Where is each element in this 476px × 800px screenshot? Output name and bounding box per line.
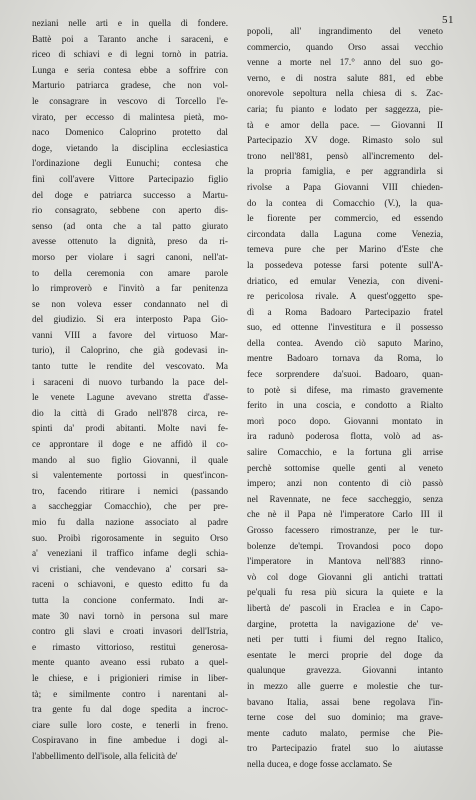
text-line: virato, per eccesso di malintesa pietà, mo-: [32, 111, 228, 122]
text-line: del doge e patriarca successo a Martu-: [32, 189, 228, 200]
text-line: in mezzo alle guerre e molestie che tur-: [247, 680, 443, 691]
text-line: neti per tutti i fiumi del regno Italico,: [247, 634, 443, 645]
text-line: dì a Roma Badoaro Partecipazio fratel: [247, 306, 443, 317]
text-line: neziani nelle arti e in quella di fondere.: [32, 18, 228, 28]
text-line: finì coll'avere Vittore Partecipazio figlio: [32, 173, 228, 184]
text-line: doge, vietando la disciplina ecclesiastica: [32, 142, 228, 153]
text-line: Marturio patriarca gradese, che non vol-: [32, 80, 228, 91]
text-line: re pericolosa rivale. A quest'oggetto spe-: [247, 291, 443, 302]
text-line: libertà de' pascoli in Eraclea e in Capo-: [247, 602, 443, 613]
left-column: [32, 16, 228, 765]
text-line: l'imperatore in Mantova nell'883 rinno-: [247, 556, 443, 567]
text-line: e rimasto vittorioso, restituì generosa-: [32, 641, 228, 652]
text-line: avesse ottenuto la dignità, preso da ri-: [32, 236, 228, 247]
text-line: Lunga e seria contesa ebbe a soffrire con: [32, 64, 228, 75]
text-line: della contea. Avendo ciò saputo Marino,: [247, 337, 443, 348]
text-line: vanni VIII a favore del virtuoso Mar-: [32, 329, 228, 340]
text-line: bolenze de'tempi. Trovandosi poco dopo: [247, 540, 443, 551]
text-line: to potè si difese, ma rimasto gravemente: [247, 384, 443, 395]
text-line: pe'quali fu resa più sicura la quiete e la: [247, 587, 443, 598]
text-line: le chiese, e i prigionieri rimise in liber-: [32, 672, 228, 683]
text-line: tra gente fu dal doge spedita a incroc-: [32, 704, 228, 715]
text-line: mente caduto malato, permise che Pie-: [247, 727, 443, 738]
text-line: dargine, protetta la navigazione de' ve-: [247, 618, 443, 629]
text-line: riceo di schiavi e di legni tornò in patria.: [32, 49, 228, 60]
text-line: nel Ravennate, ne fece saccheggio, senza: [247, 493, 443, 504]
text-line: la possedeva potesse farsi potente sull'A-: [247, 259, 443, 270]
text-line: do la contea di Comacchio (V.), la qua-: [247, 197, 443, 208]
text-line: del giudizio. Si era interposto Papa Gio-: [32, 314, 228, 325]
text-line: Grosso facessero rimostranze, per le tur-: [247, 525, 443, 535]
text-line: i saraceni di nuovo turbando la pace del-: [32, 376, 228, 387]
text-line: venne a morte nel 17.° anno del suo go-: [247, 57, 443, 68]
page-number: 51: [442, 14, 454, 26]
text-line: perchè sottomise quelle genti al veneto: [247, 462, 443, 473]
text-line: tutta la concione confermato. Indi ar-: [32, 594, 228, 605]
text-line: spinti da' prodi abitanti. Molte navi fe-: [32, 423, 228, 434]
text-line: contro gli slavi e croati invasori dell'Istria,: [32, 626, 228, 637]
text-line: ferito in una coscia, e condotto a Rialto: [247, 400, 443, 411]
text-line: driatico, ed emular Venezia, con diveni-: [247, 275, 443, 286]
text-line: naco Domenico Caloprino protetto dal: [32, 127, 228, 138]
text-line: le consagrare in vescovo di Torcello l'e-: [32, 95, 228, 106]
text-line: dio la città di Grado nell'878 circa, re-: [32, 407, 228, 418]
text-line: che nè il Papa nè l'imperatore Carlo III il: [247, 509, 443, 520]
text-line: mate 30 navi tornò in persona sul mare: [32, 610, 228, 621]
text-line: la propria famiglia, e per aggrandirla si: [247, 166, 443, 177]
text-line: onorevole sepoltura nella chiesa di s. Zac-: [247, 88, 443, 99]
text-line: tà e amor della pace. — Giovanni II: [247, 119, 443, 130]
text-line: l'ordinazione degli Eunuchi; contesa che: [32, 158, 228, 169]
text-line: ira radunò poderosa flotta, volò ad as-: [247, 431, 443, 442]
text-line: fece sorprendere da'suoi. Badoaro, quan-: [247, 369, 443, 380]
text-line: suo. Proibì rigorosamente in seguito Orso: [32, 532, 228, 543]
text-line: a' veneziani il traffico infame degli schia-: [32, 548, 228, 559]
text-line: commercio, quando Orso assai vecchio: [247, 41, 443, 52]
text-line: le fiorente per commercio, ed essendo: [247, 213, 443, 224]
text-line: le venete Lagune avevano stretta d'asse-: [32, 392, 228, 403]
text-line: to della ceremonia con amare parole: [32, 267, 228, 278]
text-line: vò col doge Giovanni gli antichi trattati: [247, 571, 443, 582]
text-line: senso (ad onta che a tal patto giurato: [32, 220, 228, 231]
text-line: morì poco dopo. Giovanni montato in: [247, 415, 443, 426]
text-line: Cospiravano in fine ambedue i dogi al-: [32, 735, 228, 746]
text-line: mio fu dalla nazione associato al padre: [32, 517, 228, 527]
text-line: trono nell'881, pensò all'incremento del-: [247, 150, 443, 161]
text-line: tà; e similmente contro i narentani al-: [32, 688, 228, 699]
text-line: qualunque gravezza. Giovanni intanto: [247, 665, 443, 676]
text-line: circondata dalla Laguna come Venezia,: [247, 228, 443, 239]
text-line: ciare sulle loro coste, e tenerli in freno.: [32, 719, 228, 730]
text-line: salire Comacchio, e la fortuna gli arrise: [247, 447, 443, 458]
text-line: a saccheggiar Comacchio), che per pre-: [32, 501, 228, 512]
text-line: tro, facendo ritirare i nemici (passando: [32, 485, 228, 496]
text-line: ce approntare il doge e ne affidò il co-: [32, 439, 228, 450]
text-line: caria; fu pianto e lodato per saggezza, pie-: [247, 103, 443, 114]
text-line: l'abbellimento dell'isole, alla felicità de': [32, 750, 178, 761]
text-line: Battè poi a Taranto anche i saraceni, e: [32, 33, 228, 44]
text-line: si valentemente portossi in quest'incon-: [32, 470, 228, 481]
text-line: vi cristiani, che vendevano a' corsari sa-: [32, 563, 228, 574]
text-line: Partecipazio XV doge. Rimasto solo sul: [247, 135, 443, 146]
text-line: nella ducea, e doge fosse acclamato. Se: [247, 758, 392, 769]
text-line: rivolse a Papa Giovanni VIII chieden-: [247, 181, 443, 192]
text-line: rio consagrato, sebbene con aperto dis-: [32, 205, 228, 216]
text-line: raceni o schiavoni, e questo editto fu da: [32, 579, 228, 590]
text-line: morso per violare i sagri canoni, nell'at-: [32, 251, 228, 262]
text-line: mente quanto aveano essi rubato a quel-: [32, 657, 228, 668]
text-line: mando al suo figlio Giovanni, il quale: [32, 454, 228, 465]
text-line: verno, e di nostra salute 881, ed ebbe: [247, 72, 443, 83]
text-line: turio), il Caloprino, che già godevasi in-: [32, 345, 228, 356]
text-line: terne cose del suo dominio; ma grave-: [247, 712, 443, 723]
text-line: bavano Italia, assai bene regolava l'in-: [247, 696, 443, 707]
text-line: popoli, all' ingrandimento del veneto: [247, 26, 443, 36]
text-line: lo rimproverò e l'invitò a far penitenza: [32, 283, 228, 294]
text-line: tro Partecipazio fratel suo lo aiutasse: [247, 743, 443, 754]
text-line: suo, ed ottenne l'investitura e il possesso: [247, 322, 443, 333]
text-line: se non voleva esser condannato nel dì: [32, 298, 228, 309]
right-column: [247, 24, 443, 773]
text-line: mentre Badoaro tornava da Roma, lo: [247, 353, 443, 364]
text-line: esentate le merci proprie del doge da: [247, 649, 443, 660]
text-line: temeva pure che per Marino d'Este che: [247, 244, 443, 255]
text-line: tanto tutte le rendite del vescovato. Ma: [32, 361, 228, 372]
text-line: impero; anzi non contento di ciò passò: [247, 478, 443, 489]
